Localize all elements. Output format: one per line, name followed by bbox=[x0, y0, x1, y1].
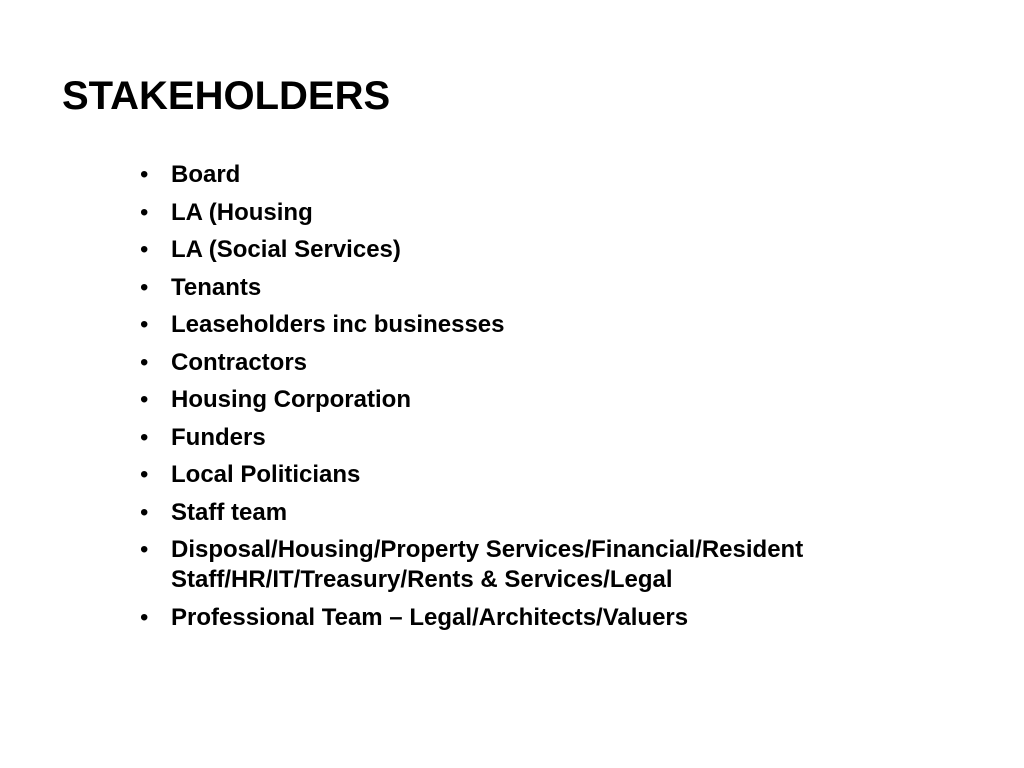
bullet-icon: • bbox=[140, 273, 149, 301]
bullet-icon: • bbox=[140, 423, 149, 451]
list-item bbox=[140, 310, 960, 340]
list-item-text: Professional Team – Legal/Architects/Valuers bbox=[171, 603, 689, 631]
slide-title: STAKEHOLDERS bbox=[62, 74, 391, 118]
list-item bbox=[140, 385, 960, 415]
list-item-text: Disposal/Housing/Property Services/Financial/Resident Staff/HR/IT/Treasury/Rents & Services/Legal bbox=[171, 536, 804, 593]
bullet-icon: • bbox=[140, 536, 149, 563]
list-item bbox=[140, 423, 960, 453]
bullet-icon: • bbox=[140, 603, 149, 631]
bullet-icon: • bbox=[140, 386, 149, 413]
list-item bbox=[140, 460, 960, 490]
bullet-icon: • bbox=[140, 498, 149, 526]
list-item-text: Board bbox=[171, 161, 241, 188]
list-item-text: Local Politicians bbox=[171, 461, 361, 488]
list-item-text: Funders bbox=[171, 423, 266, 451]
bullet-icon: • bbox=[140, 236, 149, 263]
list-item-text: LA (Social Services) bbox=[171, 236, 401, 263]
list-item-text: Leaseholders inc businesses bbox=[171, 311, 505, 338]
list-item bbox=[140, 235, 960, 265]
bullet-icon: • bbox=[140, 461, 149, 488]
list-item-text: Contractors bbox=[171, 348, 308, 376]
list-item-text: Tenants bbox=[171, 273, 262, 301]
list-item-text: LA (Housing bbox=[171, 198, 313, 226]
bullet-icon: • bbox=[140, 311, 149, 338]
list-item-text: Staff team bbox=[171, 498, 288, 526]
stakeholder-list bbox=[140, 160, 960, 640]
list-item bbox=[140, 198, 960, 228]
list-item-text: Housing Corporation bbox=[171, 386, 411, 413]
bullet-icon: • bbox=[140, 161, 149, 188]
list-item bbox=[140, 498, 960, 528]
list-item bbox=[140, 273, 960, 303]
list-item bbox=[140, 535, 960, 595]
list-item bbox=[140, 603, 960, 633]
bullet-icon: • bbox=[140, 348, 149, 376]
list-item bbox=[140, 160, 960, 190]
list-item bbox=[140, 348, 960, 378]
bullet-icon: • bbox=[140, 198, 149, 226]
